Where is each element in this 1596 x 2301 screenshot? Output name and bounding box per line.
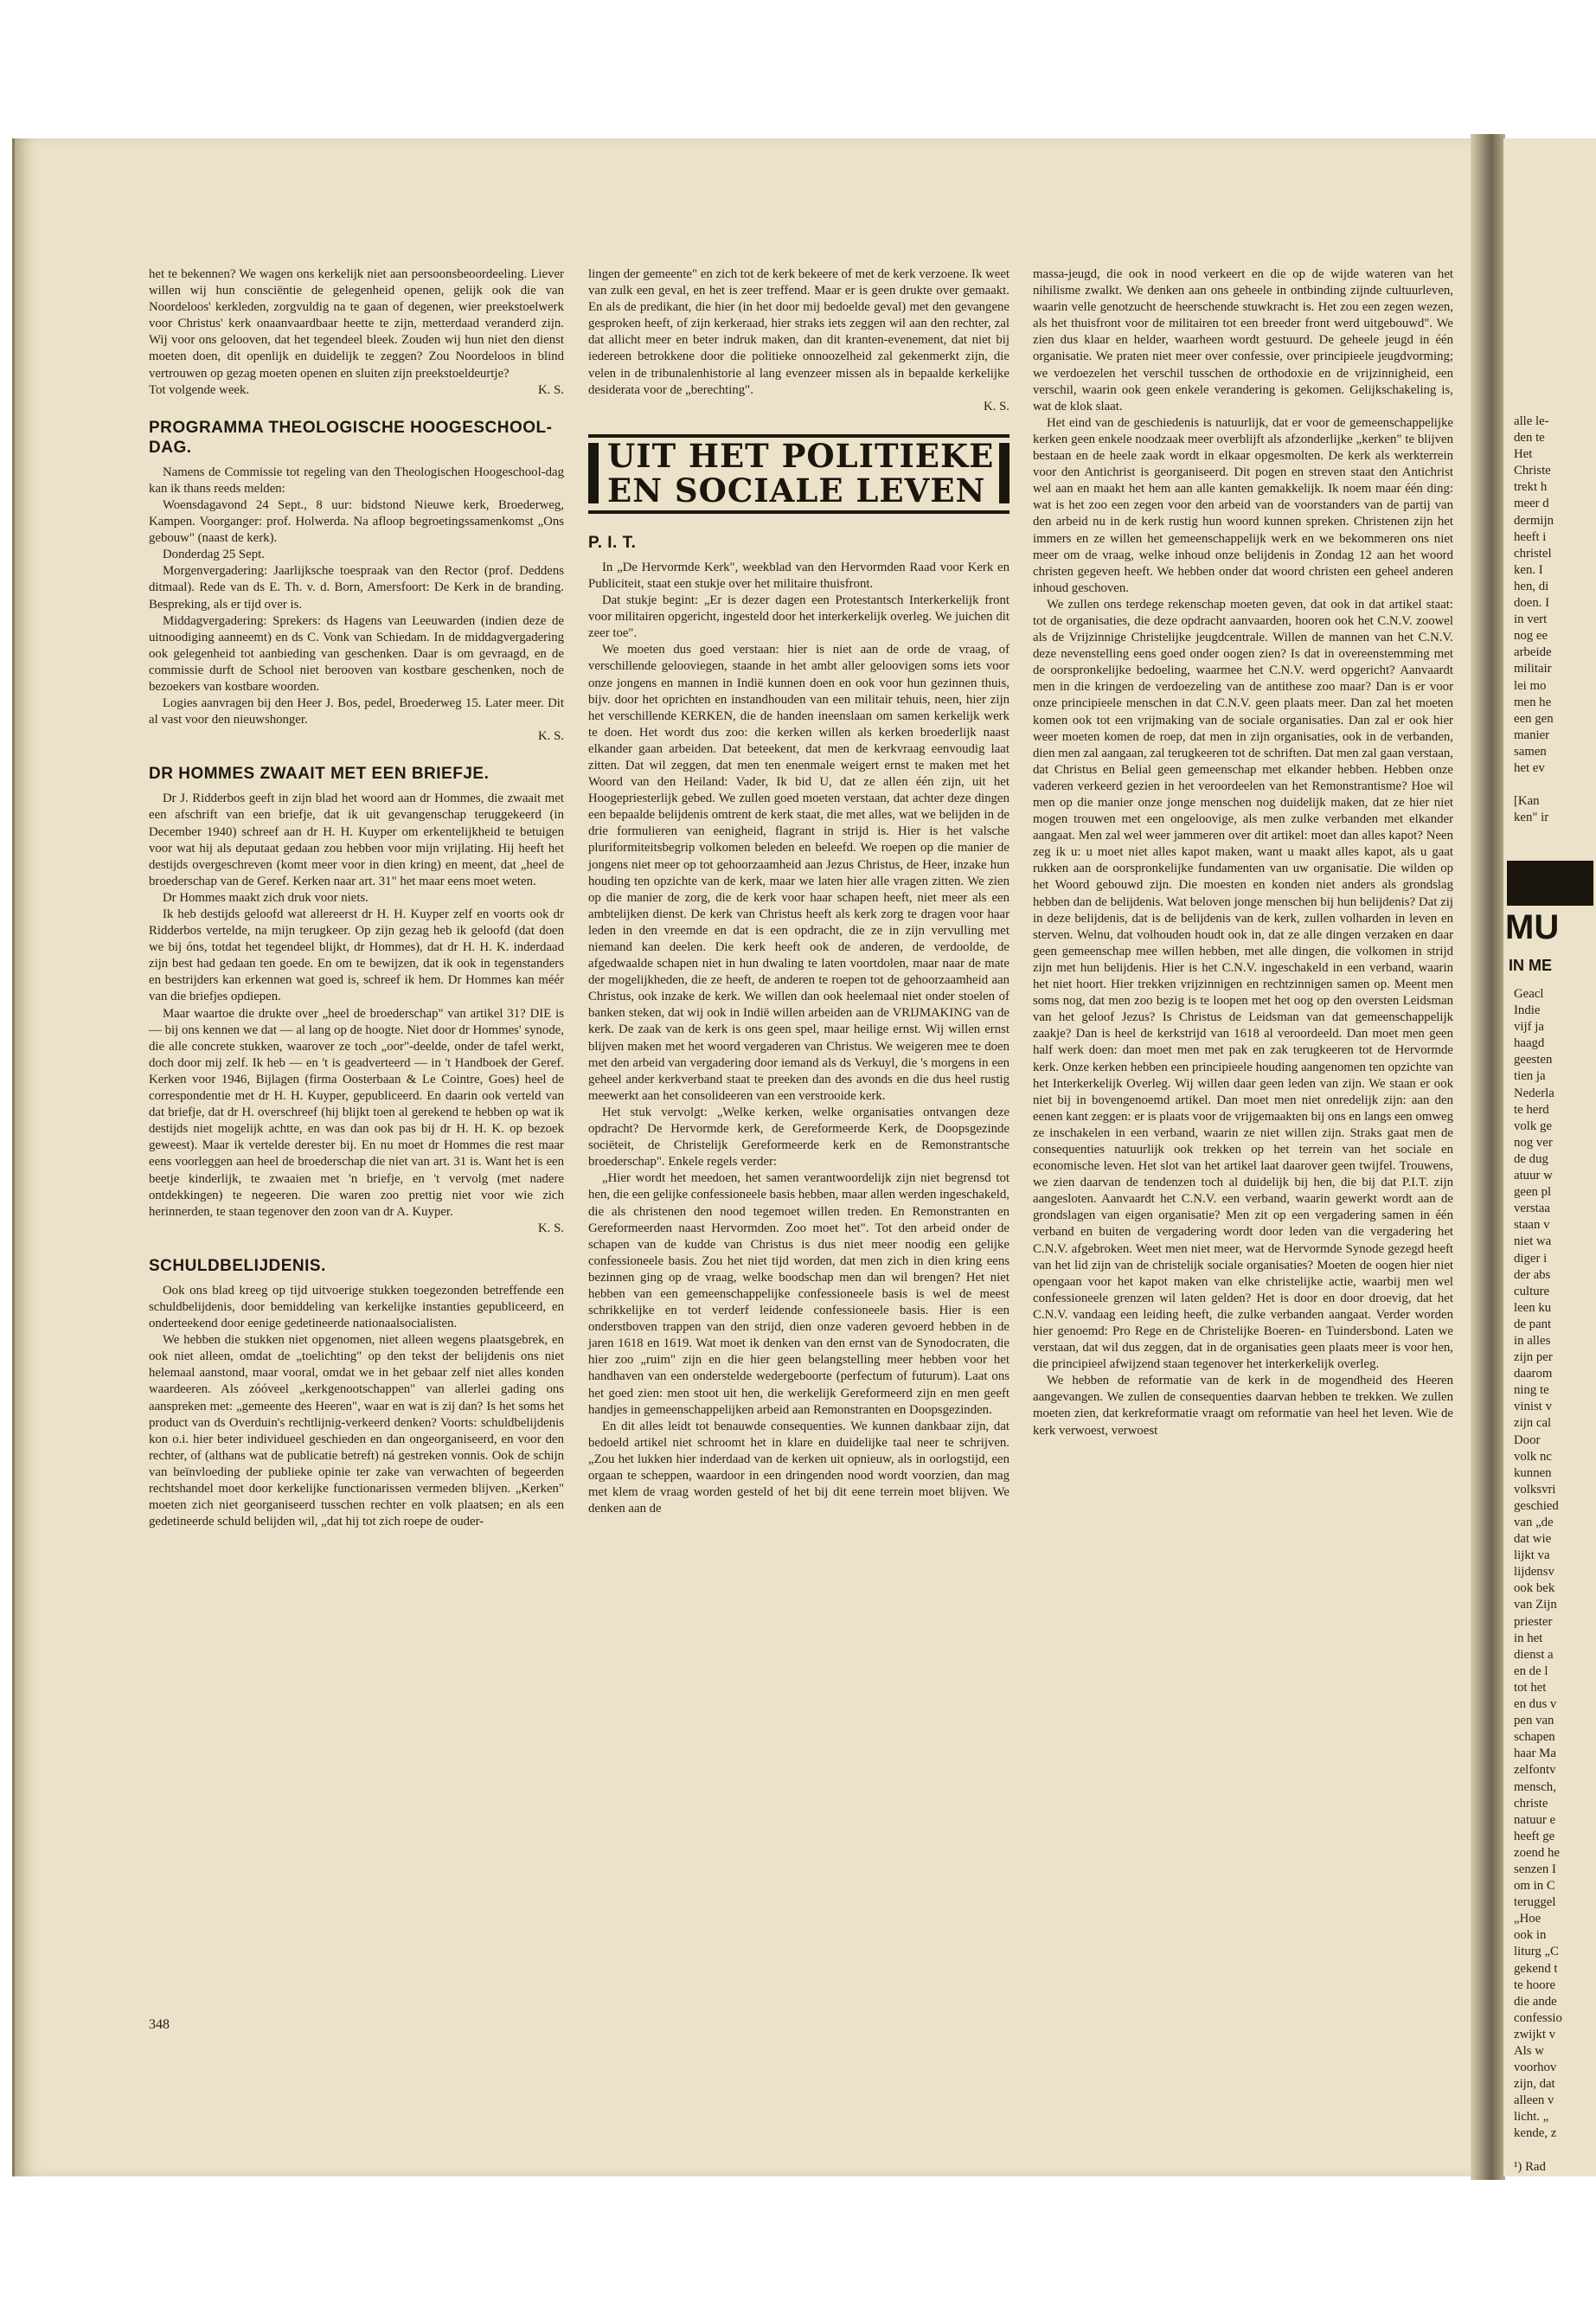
- section-heading: P. I. T.: [588, 533, 637, 552]
- paragraph: Ik heb destijds geloofd wat allereerst dr H. H. Kuyper zelf en voorts ook dr Ridderbos vertelde, na mijn terugkeer. Op zijn gezag heb ik geloofd (dat doen we bij óns, totdat het tegendeel blijkt, dr Hommes), dat dr H. H. K. inderdaad zijn best had gedaan ten goede. En om te bewijzen, dat ik ook in tegenstanders en bestrijders kan erkennen wat goed is, schreef ik hem. Dr Hommes kan méér van die briefjes opdiepen.: [149, 907, 564, 1004]
- facing-page-heading: MU: [1505, 908, 1560, 946]
- signature-line: [149, 382, 564, 399]
- paragraph: Ook ons blad kreeg op tijd uitvoerige stukken toegezonden betreffende een schuldbelijdenis, door bemiddeling van kerkelijke instanties gepubliceerd, en onderteekend door eenige gedetineerde nationaalsocialisten.: [149, 1283, 564, 1331]
- column-right: [1033, 266, 1453, 1439]
- facing-page-banner-block: [1507, 861, 1593, 906]
- facing-page-line: zwijkt v: [1514, 2027, 1556, 2041]
- facing-page-line: dienst a: [1514, 1647, 1554, 1662]
- facing-page-line: een gen: [1514, 711, 1554, 726]
- signature-line: [149, 728, 564, 745]
- author-initials: K. S.: [537, 1221, 564, 1235]
- facing-page-line: nog ee: [1514, 629, 1548, 644]
- facing-page-line: de dug: [1514, 1151, 1548, 1166]
- facing-page-line: kende, z: [1514, 2126, 1557, 2141]
- column-left: [149, 266, 564, 1530]
- paragraph: Donderdag 25 Sept.: [163, 548, 265, 562]
- facing-page-line: Christe: [1514, 464, 1551, 478]
- facing-page-line: teruggel: [1514, 1895, 1556, 1910]
- paragraph: Logies aanvragen bij den Heer J. Bos, pedel, Broederweg 15. Later meer. Dit al vast voor den nieuwshonger.: [149, 696, 564, 727]
- facing-page-line: en dus v: [1514, 1697, 1557, 1712]
- facing-page-line: haagd: [1514, 1036, 1545, 1051]
- paragraph: Woensdagavond 24 Sept., 8 uur: bidstond Nieuwe kerk, Broederweg, Kampen. Voorganger: prof. Holwerda. Na afloop begroetingssamenkomst „Ons gebouw" (naast de kerk).: [149, 497, 564, 546]
- facing-page-line: ken" ir: [1514, 811, 1549, 825]
- facing-page-line: Nederla: [1514, 1086, 1554, 1100]
- facing-page-line: samen: [1514, 744, 1547, 759]
- facing-page-line: pen van: [1514, 1714, 1554, 1728]
- facing-page-line: die ande: [1514, 1994, 1557, 2009]
- facing-page-line: meer d: [1514, 497, 1549, 511]
- paragraph: Morgenvergadering: Jaarlijksche toespraak van den Rector (prof. Deddens ditmaal). Rede van ds E. Th. v. d. Born, Amersfoort: De Kerk in de branding. Bespreking, als er tijd over is.: [149, 564, 564, 612]
- facing-page-line: van „de: [1514, 1516, 1554, 1529]
- banner-line-1: UIT HET POLITIEKE: [607, 436, 995, 475]
- facing-page-line: atuur w: [1514, 1169, 1553, 1183]
- page-number: 348: [149, 2017, 170, 2032]
- facing-page-line: nog ver: [1514, 1135, 1553, 1150]
- facing-page-line: [Kan: [1514, 794, 1540, 809]
- facing-page-line: ¹) Rad: [1514, 2159, 1546, 2174]
- facing-page-line: den te: [1514, 431, 1545, 445]
- banner-line-2: EN SOCIALE LEVEN: [607, 471, 986, 510]
- facing-page-line: trekt h: [1514, 480, 1548, 495]
- facing-page-line: geesten: [1514, 1053, 1553, 1067]
- facing-page-line: in het: [1514, 1631, 1543, 1645]
- facing-page-line: niet wa: [1514, 1234, 1552, 1249]
- paragraph: In „De Hervormde Kerk", weekblad van den Hervormden Raad voor Kerk en Publiciteit, staat een stukje over het militaire thuisfront.: [588, 560, 1010, 591]
- facing-page-line: tot het: [1514, 1680, 1547, 1695]
- paragraph: We zullen ons terdege rekenschap moeten geven, dat ook in dat artikel staat: tot de organisaties, die deze opdracht aanvaarden, hooren ook het C.N.V. zoowel als de Vrijzinnige Christelijke jeugdcentrale. Willen de mannen van het C.N.V. deze nevenstelling eens goed onder oogen zien? Is dat in overeenstemming met de oorspronkelijke bedoeling, waarmee het C.N.V. werd opgericht? Aanvaardt men in die kringen de verdoezeling van de antithese zoo maar? Dan is er voor onze principieele menschen in dat C.N.V. geen plaats meer. Dan zal het moeten komen ook tot een vrijmaking van de sociale organisaties. Dan zal er ook hier weer moeten komen de roep, dat men in zijn organisaties, ook in de verbanden, dien men zal aangaan, zal terugkeeren tot de schriften. Dat men zal gaan verstaan, dat Christus en Belial geen gemeenschap met elkander hebben. Hebben onze vaderen verkeerd gezien in het veroordeelen van het Remonstrantisme? Hoe wil men op die manier onze jonge menschen nog duidelijk maken, dat ze hier niet mogen trouwen met een ongeloovige, als men zulke verbanden met elkander aangaat. Men zal wel weer jammeren over dit artikel: moet dan alles kapot? Neen zeg ik u: u moet niet alles kapot maken, want u maakt alles kapot, als u gaat rukken aan de oorspronkelijke fundamenten van uw organisatie. Die wilden op het Woord gebouwd zijn. Die moesten en konden niet anders als grondslag hebben dan de belijdenis. Wat beloven jonge menschen bij hun belijdenis? Dat zij in deze belijdenis, dat is de belijdenis van de kerk, zullen volharden in leven en sterven. Welnu, dat volhouden houdt ook in, dat ze alle dingen verzaken en daar geen gemeenschap mee willen hebben, met alle dingen, die volkomen in strijd zijn met hun belijdenis. Hier is het C.N.V. ingeschakeld in een verband, waarin het niet hoort. Hier trekken vrijzinnigen en rechtzinnigen samen op. Meent men soms nog, dat men zoo bezig is te loopen met het oog op den oversten Leidsman van het geloof Jezus? Is Christus de Leidsman van dat gemeenschappelijk zaakje? Dan is heel de kerkstrijd van 1618 al veroordeeld. Dan moet men geen half werk doen: dan moet men met pak en zak terugkeeren tot de Hervormde kerk. Onze kerken hebben een principieele houding aangenomen ten opzichte van het Interkerkelijk Overleg. Wij willen daar geen leden van zijn. We staan er ook niet bij in bovengenoemd artikel. Dan moet men niet onredelijk zijn: aan den eenen kant zeggen: er is plaats voor de vrijgemaakten bij ons en langs een omweg ze inschakelen in een verband, waarin ze niet willen zijn. Straks gaat men de consequenties natuurlijk ook trekken op het terrein van het sociale en economische leven. Het slot van het artikel laat daarover geen twijfel. Trouwens, we zien daarvan de tendenzen toch al duidelijk bij hen, die bij dat P.I.T. zijn aangesloten. Aanvaardt het C.N.V. een verband, waarin gewerkt wordt aan de grondslagen van eigen organisatie? Men zit op een vergadering samen in één verband en buiten de vergadering wordt door leden van die vergadering het C.N.V. afgebroken. Weet men niet meer, wat de Hervormde Synode gezegd heeft van het lid zijn van de christelijk sociale organisaties? Moeten de oogen hier niet opengaan voor het kapot maken van elke christelijke actie, waarbij men wel confessioneele grenzen wil laten gelden? Het is door en door droevig, dat het C.N.V. vandaag een leiding heeft, die zulke verbanden aangaat. Verder worden hier genoemd: Pro Rege en de Christelijke Boeren- en Tuindersbond. Laten we verstaan, dat wil dus zeggen, dat in de organisaties geen plaats meer is voor hen, die principieel afwijzend staan tegenover het interkerkelijk overleg.: [1033, 597, 1453, 1372]
- paragraph: We hebben de reformatie van de kerk in de mogendheid des Heeren aangevangen. We zullen de consequenties daarvan hebben te trekken. We zullen moeten zien, dat kerkreformatie vraagt om reformatie van heel het leven. Wie de kerk verwoest, verwoest: [1033, 1374, 1453, 1438]
- facing-page-line: mensch,: [1514, 1779, 1556, 1794]
- facing-page-line: haar Ma: [1514, 1747, 1556, 1761]
- facing-page-line: confessio: [1514, 2010, 1562, 2025]
- facing-page-line: geen pl: [1514, 1185, 1552, 1200]
- paragraph: Middagvergadering: Sprekers: ds Hagens van Leeuwarden (indien deze de uitnoodiging aanneemt) en ds C. Vonk van Schiedam. In de middagvergadering ook gelegenheid tot aanbieding van geschenken. Daar is om gevraagd, en de commissie durft de School niet berooven van kostbare geschenken, noch de bezoekers van kostbare woorden.: [149, 613, 564, 694]
- facing-page-line: heeft ge: [1514, 1829, 1555, 1843]
- facing-page-line: ook in: [1514, 1928, 1547, 1943]
- paragraph: Dat stukje begint: „Er is dezer dagen een Protestantsch Interkerkelijk front voor militairen opgericht, ingesteld door het interkerkelijk overleg. We juichen dit zeer toe".: [588, 593, 1010, 641]
- section-heading: PROGRAMMA THEOLOGISCHE HOOGESCHOOL-DAG.: [149, 418, 553, 457]
- facing-page-line: zijn, dat: [1514, 2077, 1555, 2092]
- facing-page-line: het ev: [1514, 760, 1545, 775]
- facing-page-line: ken. I: [1514, 562, 1543, 577]
- facing-page-line: culture: [1514, 1284, 1550, 1298]
- facing-page-line: christel: [1514, 546, 1552, 561]
- paragraph: En dit alles leidt tot benauwde consequenties. We kunnen dankbaar zijn, dat bedoeld artikel niet schroomt het in klare en duidelijke taal neer te schrijven. „Zou het lukken hier inderdaad van de kerken uit opnieuw, als in oorlogstijd, een orgaan te scheppen, waardoor in een dringenden nood wordt voorzien, dan mag met klem de vraag worden gesteld of het bij dit eene terrein moet blijven. We denken aan de: [588, 1419, 1010, 1516]
- facing-page-line: lijdensv: [1514, 1565, 1554, 1580]
- paragraph: Dr J. Ridderbos geeft in zijn blad het woord aan dr Hommes, die zwaait met een afschrift van een briefje, dat ik uit gevangenschap teruggekeerd (in December 1940) schreef aan dr H. H. Kuyper om erkentelijkheid te betuigen voor wat hij als deputaat gedaan zou hebben voor mijn vrijlating. Hij heeft het destijds overgeschreven (komt meer voor in dien kring) en meent, dat „heel de broederschap van de Geref. Kerken naar art. 31" het maar eens moet weten.: [149, 792, 564, 888]
- facing-page-line: doen. I: [1514, 596, 1550, 611]
- facing-page-line: ook bek: [1514, 1581, 1555, 1596]
- facing-page-line: Als w: [1514, 2044, 1544, 2058]
- facing-page-column-top: [1514, 413, 1592, 826]
- section-banner: [588, 434, 1010, 514]
- facing-page-line: dat wie: [1514, 1532, 1552, 1547]
- facing-page-line: arbeide: [1514, 645, 1552, 660]
- facing-page-line: te herd: [1514, 1102, 1549, 1117]
- facing-page-line: schapen: [1514, 1730, 1555, 1745]
- facing-page-line: en de l: [1514, 1663, 1548, 1678]
- facing-page-line: natuur e: [1514, 1812, 1556, 1827]
- facing-page-line: men he: [1514, 695, 1552, 709]
- facing-page-line: staan v: [1514, 1218, 1550, 1233]
- author-initials: K. S.: [537, 729, 564, 744]
- section-heading: DR HOMMES ZWAAIT MET EEN BRIEFJE.: [149, 765, 490, 784]
- facing-page-line: priester: [1514, 1614, 1553, 1629]
- facing-page-line: te hoore: [1514, 1977, 1556, 1992]
- paragraph: lingen der gemeente" en zich tot de kerk bekeere of met de kerk verzoene. Ik weet van zulk een geval, en het is zeer treffend. Maar er is geen drukte over gemaakt. En als de predikant, die hier (in het door mij bedoelde geval) met den gevangene gesproken heeft, of zijn kerkeraad, hier straks iets zeggen wil aan den rechter, zal dat allicht meer en beter indruk maken, dan dit kranten-evenement, dat niet bij iedereen betrokkene door die politieke onnoozelheid zal gekenmerkt zijn, die velen in de tribunalenhistorie al lang evenzeer missen als in bepaalde kerkelijke desiderata voor de „berechting".: [588, 267, 1010, 397]
- facing-page-line: lijkt va: [1514, 1548, 1550, 1563]
- signature-line: [588, 399, 1010, 415]
- facing-page-line: hen, di: [1514, 579, 1549, 593]
- facing-page-line: ning te: [1514, 1383, 1549, 1398]
- paragraph: Namens de Commissie tot regeling van den Theologischen Hoogeschool-dag kan ik thans reeds melden:: [149, 465, 564, 496]
- facing-page-line: [1514, 777, 1592, 793]
- facing-page-line: liturg „C: [1514, 1945, 1559, 1959]
- facing-page-line: heeft i: [1514, 529, 1547, 544]
- facing-page-line: in alles: [1514, 1333, 1551, 1348]
- facing-page-line: verstaa: [1514, 1202, 1550, 1216]
- facing-page-line: van Zijn: [1514, 1598, 1557, 1612]
- facing-page-line: in vert: [1514, 612, 1548, 627]
- paragraph: Maar waartoe die drukte over „heel de broederschap" van artikel 31? DIE is — bij ons kennen we dat — al lang op de hoogte. Niet door dr Hommes' synode, die alle concrete stukken, waarover ze toch „oor"-deelde, onder de tafel werkt, doch door mij zelf. Ik heb — en 't is geadverteerd — in 't Handboek der Geref. Kerken voor 1946, Bijlagen (firma Oosterbaan & Le Cointre, Goes) heel de correspondentie met dr H. H. Kuyper, gepubliceerd. En daarin ook verteld van dat briefje, dat dr H. overschreef (hij blijkt toen al gerekend te hebben op wat ik destijds niet mogelijk achtte, en was dan ook pas bij dr H. H. K. op bezoek geweest). Maar ik vertelde derester bij. En nu moet dr Hommes die rest maar eens voorleggen aan heel de broederschap die niet van art. 31 is. Want het is een beetje kinderlijk, te zwaaien met 'n briefje, en 't vervolg (met nadere ontdekkingen) te negeeren. Die waren zoo prettig niet voor wie zich herinnerden, te staan tegenover den zoon van dr A. Kuyper.: [149, 1006, 564, 1219]
- facing-page-line: vijf ja: [1514, 1020, 1544, 1035]
- facing-page-line: zelfontv: [1514, 1763, 1556, 1778]
- facing-page-line: Door: [1514, 1433, 1541, 1447]
- facing-page-column-bottom: [1514, 986, 1592, 2176]
- section-heading: SCHULDBELIJDENIS.: [149, 1256, 326, 1275]
- facing-page-line: „Hoe: [1514, 1912, 1542, 1926]
- facing-page-line: dermijn: [1514, 513, 1554, 528]
- signature-left: Tot volgende week.: [149, 382, 250, 397]
- author-initials: K. S.: [983, 399, 1010, 413]
- facing-page-line: vinist v: [1514, 1400, 1552, 1414]
- facing-page-line: der abs: [1514, 1267, 1551, 1282]
- banner-bar-right: [999, 443, 1010, 503]
- facing-page-line: voorhov: [1514, 2061, 1557, 2075]
- facing-page-line: zijn per: [1514, 1350, 1553, 1365]
- facing-page-line: Geacl: [1514, 987, 1544, 1001]
- paragraph: massa-jeugd, die ook in nood verkeert en die op de wijde wateren van het nihilisme zwalkt. We denken aan ons geheele in ontbinding zijnde cultuurleven, waarin velle genotzucht de heerschende stuwkracht is. Het zou een zegen wezen, als het thuisfront voor de militairen tot een breeder front werd uitgebouwd". We zien dus klaar en helder, waarheen wordt gestuurd. De geheele jeugd in één organisatie. We praten niet meer over confessie, over principieele jeugdvorming; we verdoezelen het verschil tusschen de orthodoxie en de vrijzinnigheid, een verschil, waarin ook geen enkele verandering is gekomen. Gelijkschakeling is, wat de klok slaat.: [1033, 267, 1453, 413]
- facing-page-line: Het: [1514, 447, 1533, 462]
- facing-page-line: de pant: [1514, 1317, 1552, 1331]
- facing-page-line: daarom: [1514, 1367, 1553, 1381]
- author-initials: K. S.: [537, 382, 564, 397]
- facing-page-line: om in C: [1514, 1879, 1555, 1894]
- facing-page-line: [1514, 2143, 1592, 2159]
- facing-page-line: tien ja: [1514, 1069, 1546, 1084]
- paragraph: Het eind van de geschiedenis is natuurlijk, dat er voor de gemeenschappelijke kerken geen enkele noodzaak meer overblijft als afzonderlijke „kerken" te blijven bestaan en de heele zaak wordt in elkaar opgesmolten. De kerk als werkterrein voor den Antichrist is georganiseerd. Dit pogen en streven staat den Antichrist wel aan en maakt het hem aan alle kanten gemakkelijk. Ik noem maar één ding: wat is het zoo een zegen voor den arbeid van de voorstanders van de partij van den arbeid nu in de kerk rustig hun woord kunnen spreken. Christenen zijn het immers en ze willen het gemeenschappelijk werk en we bekommeren ons niet meer om de vraag, welke inhoud onze belijdenis in Zondag 12 aan het woord christen gegeven heeft. We hebben onder dat woord christen een geheel anderen inhoud geschoven.: [1033, 415, 1453, 595]
- facing-page-line: lei mo: [1514, 678, 1547, 693]
- facing-page: [1503, 138, 1596, 2176]
- paragraph: het te bekennen? We wagen ons kerkelijk niet aan persoonsbeoordeeling. Liever willen wij hun consciëntie de gelegenheid openen, gelijk ook die van Noordeloos' kerkleden, zorgvuldig na te gaan of degenen, wier preekstoelwerk voor Christus' kerk onaanvaardbaar heette te zijn, metterdaad veranderd zijn. Wij voor ons gelooven, dat het tegendeel bleek. Zouden wij hun niet den dienst moeten doen, dit openlijk en duidelijk te zeggen? Zou Noordeloos in blind vertrouwen op gezag moeten openen en sluiten zijn preekstoeldeurtje?: [149, 267, 564, 381]
- column-middle: [588, 266, 1010, 1517]
- facing-page-line: diger i: [1514, 1251, 1548, 1266]
- facing-page-line: manier: [1514, 727, 1550, 742]
- signature-line: [149, 1221, 564, 1237]
- facing-page-line: Indie: [1514, 1003, 1541, 1018]
- facing-page-line: volksvri: [1514, 1482, 1556, 1497]
- facing-page-line: alleen v: [1514, 2093, 1554, 2108]
- paragraph: „Hier wordt het meedoen, het samen verantwoordelijk zijn niet begrensd tot hen, die een gelijke confessioneele basis hebben, maar allen werden ingeschakeld, die als christenen den nood tegemoet willen treden. En Remonstranten en Gereformeerden naast Hervormden. Zoo moet het". Tot den arbeid onder de schapen van de kudde van Christus is dus niet meer noodig een gelijke confessioneele basis. Zou het niet tijd worden, dat men zich in dien kring eens bezinnen ging op de vraag, welke boodschap men dan wil brengen? Het niet hebben van een gemeenschappelijke confessioneele basis is wel de meest schrikkelijke en tot verderf leidende confessioneele basis. Hier is een onderstboven trappen van den strijd, dien onze vaderen gevoerd hebben in de jaren 1618 en 1619. Wat moet ik denken van den ernst van de Synodocraten, die hier zoo „ruim" zijn en die hier geen belangstelling meer hebben voor het handhaven van een onderstelde wedergeboorte (perfectum of futurum). Laat ons het goed zien: men stoot uit hen, die werkelijk Gereformeerd zijn en men geeft handjes in gemeenschappelijken arbeid aan Remonstranten en Doopsgezinden.: [588, 1171, 1010, 1417]
- paragraph: Het stuk vervolgt: „Welke kerken, welke organisaties ontvangen deze opdracht? De Hervormde kerk, de Gereformeerde Kerk, de Doopsgezinde sociëteit, de Christelijk Gereformeerde kerk en de Remonstrantsche broederschap". Enkele regels verder:: [588, 1105, 1010, 1170]
- paragraph: Dr Hommes maakt zich druk voor niets.: [163, 890, 369, 905]
- facing-page-line: leen ku: [1514, 1300, 1552, 1315]
- banner-bar-left: [588, 443, 599, 503]
- facing-page-line: geschied: [1514, 1498, 1559, 1513]
- paragraph: We hebben die stukken niet opgenomen, niet alleen wegens plaatsgebrek, en ook niet alleen, omdat de „toelichting" op den tekst der belijdenis ons niet helemaal aanstond, maar vooral, omdat we in het gebaar zelf niet alles konden waardeeren. Als zóóveel „kerkgenootschappen" van allerlei gading ons aanspreken met: „gemeente des Heeren", waar en wat is zij dan? Is het soms het product van ds Overduin's rechtlijnig-verkeerd denken? Voorts: schuldbelijdenis kon o.i. hier beter individueel geschieden en dan ongeorganiseerd, en voor den rechter, of (althans wat de publicatie betreft) ná gestreken vonnis. Ook de schijn van beïnvloeding der publieke opinie ter zake van verwachten of begeerden rechtshandel moet door kerkelijke functionarissen vermeden blijven. „Kerken" moeten zich niet georganiseerd tusschen rechter en volk plaatsen; en als een gedetineerde schuld belijden wil, „dat hij tot zich roepe de ouder-: [149, 1333, 564, 1529]
- facing-page-line: zoend he: [1514, 1845, 1560, 1860]
- facing-page-line: zijn cal: [1514, 1416, 1552, 1431]
- paragraph: We moeten dus goed verstaan: hier is niet aan de orde de vraag, of verschillende gelooviegen, staande in het ambt aller geloovigen soms iets voor onze jongens en mannen in Indië kunnen doen en ook voor hun gezinnen thuis, bijv. door het oprichten en instandhouden van een militair tehuis, neen, hier zijn het verschillende KERKEN, die de handen ineenslaan om samen kerkelijk werk te doen. Het wordt dus zoo: die kerken willen als kerken broederlijk naast elkander gaan arbeiden. Dat beteekent, dat men de kerkvraag eenvoudig laat zitten. Dat wil zeggen, dat men ten enenmale weigert ernst te maken met het Woord van den Heiland: Vader, Ik bid U, dat ze allen één zijn, uit het Hoogepriesterlijk gebed. We zullen goed moeten verstaan, dat achter deze dingen een bepaalde belijdenis omtrent de kerk staat, die met alles, wat we belijden in de drie formulieren van eenigheid, flagrant in strijd is. Hier is het valsche pluriformiteitsbegrip volkomen beleden en beleefd. We roepen op die manier de jongens niet meer op tot gehoorzaamheid aan Jezus Christus, de Heer, inzake hun houding ten opzichte van de kerk, maar we laten hier alle vragen zitten. We zien op die manier de zorg, die de kerk voor haar schapen heeft, niet meer als een ambtelijken dienst. De kerk van Christus heeft als kerk zorg te dragen voor haar leden in den vreemde en dat is een opdracht, die ze in zijn vervulling met niemand kan deelen. Die kerk heeft ook de anderen, de verdoolde, de afgedwaalde schapen niet in hun dwaling te laten voortdolen, maar naar de mate der mogelijkheden, die ze heeft, de anderen te roepen tot de gehoorzaamheid aan Christus, ook inzake de kerk. We willen dan ook heelemaal niet onder stoelen of banken steken, dat wij ook in Indië willen arbeiden aan de VRIJMAKING van de kerk. De zaak van de kerk is ons geen spel, maar heilige ernst. Wij willen ernst blijven maken met het woord vergaderen van Christus. We weigeren mee te doen met den arbeid van vergadering door iemand als ds Verkuyl, die 's morgens in een geheel ander kerkverband staat te preeken dan des avonds en die dus heel rustig meewerkt aan het consolideeren van een verstrooide kerk.: [588, 643, 1010, 1103]
- facing-page-line: volk nc: [1514, 1449, 1552, 1464]
- facing-page-line: gekend t: [1514, 1961, 1558, 1976]
- page-gutter: [1471, 134, 1505, 2180]
- facing-page-line: christe: [1514, 1796, 1548, 1811]
- facing-page-line: licht. „: [1514, 2110, 1549, 2125]
- facing-page-line: volk ge: [1514, 1118, 1552, 1133]
- facing-page-line: senzen I: [1514, 1862, 1556, 1876]
- facing-page-subheading: IN ME: [1509, 957, 1553, 974]
- facing-page-line: militair: [1514, 662, 1552, 676]
- facing-page-line: alle le-: [1514, 414, 1549, 428]
- facing-page-line: kunnen: [1514, 1465, 1552, 1480]
